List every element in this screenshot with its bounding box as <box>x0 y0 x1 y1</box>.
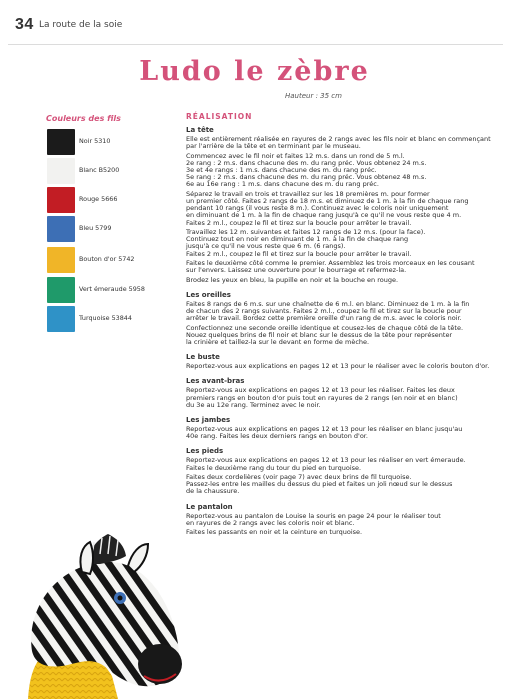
instruction-paragraph <box>186 325 500 347</box>
yarn-label: Bleu 5799 <box>79 224 112 232</box>
page-header <box>0 0 509 44</box>
instruction-line: de chacun des 2 rangs suivants. Faites 2 m.l., coupez le fil et tirez sur la boucle pour <box>186 307 462 315</box>
instruction-line: de la chaussure. <box>186 487 240 496</box>
instruction-line: Reportez-vous aux explications en pages 12 et 13 pour les réaliser. Faites les deux <box>186 386 455 395</box>
zebra-muzzle <box>138 644 182 684</box>
page-number: 34 <box>15 16 34 33</box>
instruction-line: Faites 8 rangs de 6 m.s. sur une chaînette de 6 m.l. en blanc. Diminuez de 1 m. à la fin <box>186 299 470 308</box>
instruction-line: 2e rang : 2 m.s. dans chacune des m. du rang préc. Vous obtenez 24 m.s. <box>186 158 427 167</box>
color-swatch-row <box>47 306 182 332</box>
instruction-line: par l'arrière de la tête et en terminant par le museau. <box>186 142 361 151</box>
instruction-line: Reportez-vous aux explications en pages 12 et 13 pour le réaliser avec le coloris bouton d'or. <box>186 362 490 371</box>
section-heading: Les pieds <box>186 447 224 456</box>
instruction-line: Faites deux cordelières (voir page 7) avec deux brins de fil turquoise. <box>186 473 412 482</box>
instruction-line: Elle est entièrement réalisée en rayures de 2 rangs avec les fils noir et blanc en commençant <box>186 135 491 143</box>
instruction-line: pendant 10 rangs (il vous reste 8 m.). Continuez avec le coloris noir uniquement <box>186 204 449 213</box>
color-swatch-row <box>47 247 182 273</box>
instruction-line: en diminuant de 1 m. à la fin de chaque rang jusqu'à ce qu'il ne vous reste que 4 m. <box>186 211 462 220</box>
yarn-swatch <box>47 306 75 332</box>
yarn-swatch <box>47 247 75 273</box>
yarn-label: Turquoise 53844 <box>79 314 132 322</box>
instruction-line: Commencez avec le fil noir et faites 12 m.s. dans un rond de 5 m.l. <box>186 151 405 160</box>
instruction-line: Confectionnez une seconde oreille identique et cousez-les de chaque côté de la tête. <box>186 323 464 332</box>
instruction-line: Reportez-vous aux explications en pages 12 et 13 pour les réaliser en blanc jusqu'au <box>186 425 463 434</box>
instruction-line: 3e et 4e rangs : 1 m.s. dans chacune des m. du rang préc. <box>186 166 377 174</box>
zebra-ear-right <box>128 544 148 572</box>
yarn-label: Blanc B5200 <box>79 166 120 174</box>
section-heading: Les avant-bras <box>186 377 245 386</box>
instruction-line: Séparez le travail en trois et travaillez sur les 18 premières m. pour former <box>186 189 430 198</box>
instruction-paragraph <box>186 136 500 150</box>
instructions <box>186 126 500 539</box>
instruction-paragraph <box>186 363 500 370</box>
section-heading: Les jambes <box>186 416 231 425</box>
instruction-line: arrêter le travail. Bordez cette première oreille d'un rang de m.s. avec le coloris noir. <box>186 314 462 323</box>
colors-heading: Couleurs des fils <box>46 114 121 123</box>
instruction-line: jusqu'à ce qu'il ne vous reste que 6 m. (6 rangs). <box>186 242 346 251</box>
instruction-paragraph <box>186 191 500 227</box>
instruction-line: du 3e au 12e rang. Terminez avec le noir. <box>186 400 321 409</box>
yarn-swatch <box>47 158 75 184</box>
instruction-paragraph <box>186 229 500 258</box>
running-title: La route de la soie <box>39 20 123 30</box>
instruction-paragraph <box>186 387 500 409</box>
instruction-line: 6e au 16e rang : 1 m.s. dans chacune des m. du rang préc. <box>186 180 379 189</box>
instruction-line: Nouez quelques brins de fil noir et blanc sur le dessus de la tête pour représenter <box>186 330 453 339</box>
instruction-paragraph <box>186 457 500 471</box>
instruction-line: en rayures de 2 rangs avec les coloris noir et blanc. <box>186 518 355 527</box>
instruction-line: 40e rang. Faites les deux derniers rangs en bouton d'or. <box>186 432 368 441</box>
realisation-heading-text: RÉALISATION <box>186 112 253 121</box>
yarn-swatch <box>47 187 75 213</box>
realisation-heading <box>186 112 252 121</box>
instruction-line: Faites 2 m.l., coupez le fil et tirez sur la boucle pour arrêter le travail. <box>186 249 412 258</box>
yarn-label: Noir 5310 <box>79 137 111 145</box>
instruction-paragraph <box>186 277 500 284</box>
header-divider <box>8 44 503 45</box>
color-swatch-row <box>47 216 182 242</box>
instruction-paragraph <box>186 260 500 274</box>
instruction-line: Reportez-vous au pantalon de Louise la souris en page 24 pour le réaliser tout <box>186 511 441 520</box>
yarn-label: Vert émeraude 5958 <box>79 285 145 293</box>
zebra-puppet-photo <box>20 516 220 699</box>
instruction-line: Passez-les entre les mailles du dessus du pied et faites un joli nœud sur le dessus <box>186 480 453 489</box>
zebra-ear-left <box>80 542 93 574</box>
instruction-line: Faites le deuxième rang du tour du pied en turquoise. <box>186 463 362 472</box>
instruction-line: premiers rangs en bouton d'or puis tout en rayures de 2 rangs (en noir et en blanc) <box>186 393 458 402</box>
section-heading: Les oreilles <box>186 290 231 299</box>
instruction-line: un premier côté. Faites 2 rangs de 18 m.s. et diminuez de 1 m. à la fin de chaque rang <box>186 197 469 205</box>
instruction-paragraph <box>186 153 500 189</box>
instruction-line: Reportez-vous aux explications en pages 12 et 13 pour les réaliser en vert émeraude. <box>186 456 466 465</box>
instruction-paragraph <box>186 513 500 527</box>
instruction-line: Faites le deuxième côté comme le premier. Assemblez les trois morceaux en les cousant <box>186 259 475 267</box>
section-heading: Le pantalon <box>186 502 233 511</box>
yarn-label: Rouge 5666 <box>79 195 118 203</box>
instruction-line: Brodez les yeux en bleu, la pupille en noir et la bouche en rouge. <box>186 275 399 284</box>
yarn-swatch <box>47 216 75 242</box>
instruction-line: 5e rang : 2 m.s. dans chacune des m. du rang préc. Vous obtenez 48 m.s. <box>186 173 427 182</box>
color-swatch-row <box>47 277 182 303</box>
instruction-paragraph <box>186 529 500 536</box>
instruction-line: Continuez tout en noir en diminuant de 1 m. à la fin de chaque rang <box>186 235 409 244</box>
instruction-paragraph <box>186 301 500 323</box>
instruction-paragraph <box>186 474 500 496</box>
yarn-label: Bouton d'or 5742 <box>79 255 135 263</box>
instruction-line: sur l'envers. Laissez une ouverture pour le bourrage et refermez-la. <box>186 266 407 275</box>
page-title: Ludo le zèbre <box>139 56 370 87</box>
instruction-line: Faites 2 m.l., coupez le fil et tirez sur la boucle pour arrêter le travail. <box>186 218 412 227</box>
yarn-swatch <box>47 129 75 155</box>
instruction-line: Travaillez les 12 m. suivantes et faites 12 rangs de 12 m.s. (pour la face). <box>186 228 426 236</box>
instruction-line: la crinière et taillez-la sur le devant en forme de mèche. <box>186 338 370 346</box>
color-swatch-row <box>47 158 182 184</box>
section-heading: Le buste <box>186 353 220 362</box>
height-label: Hauteur : 35 cm <box>285 92 342 100</box>
color-swatch-row <box>47 129 182 155</box>
color-swatch-row <box>47 187 182 213</box>
instruction-paragraph <box>186 426 500 440</box>
section-heading: La tête <box>186 126 214 134</box>
yarn-swatch <box>47 277 75 303</box>
instruction-line: Faites les passants en noir et la ceinture en turquoise. <box>186 528 363 537</box>
